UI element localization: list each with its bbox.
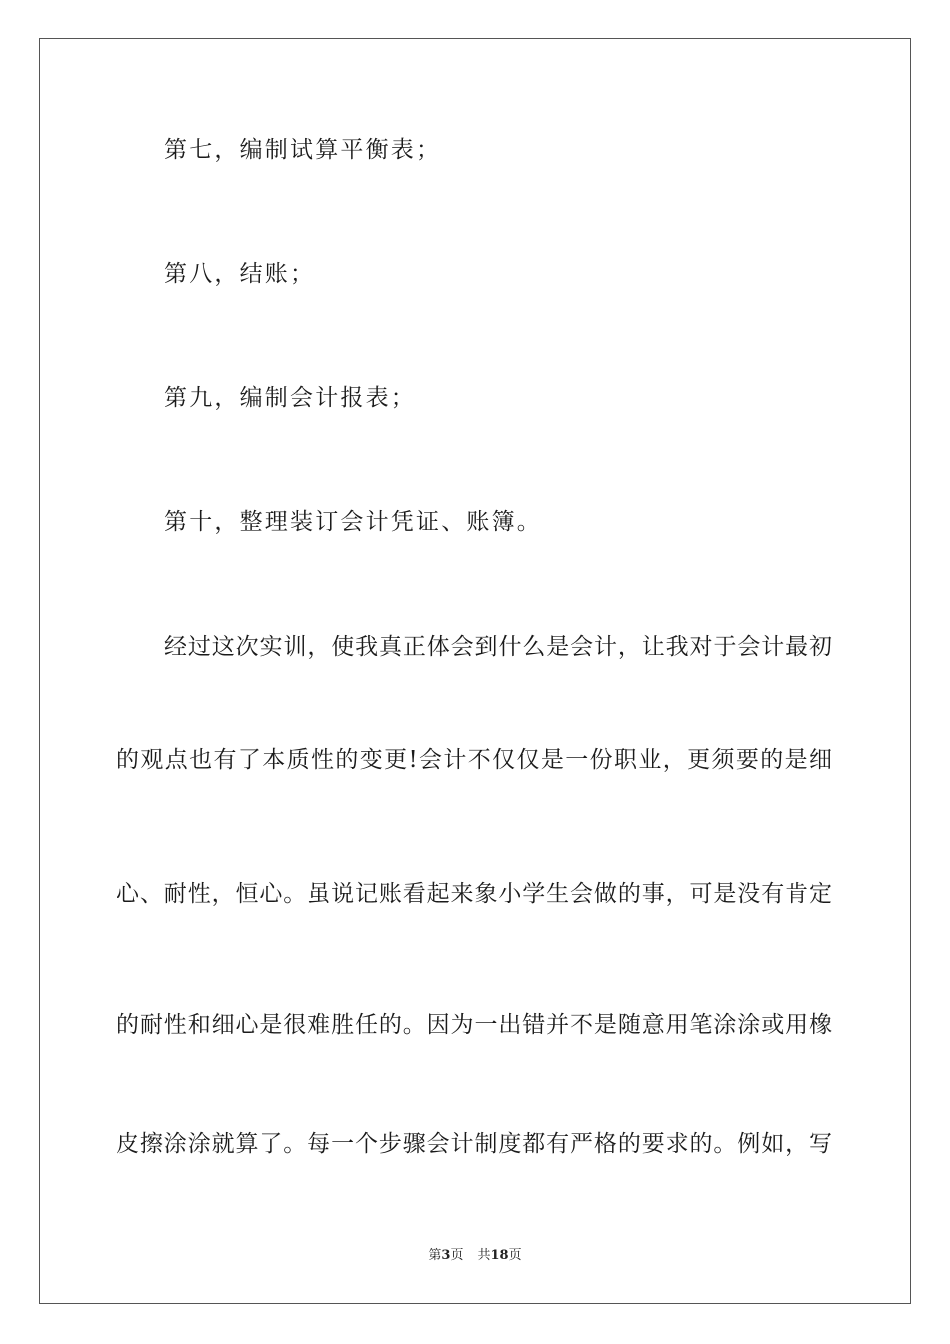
paragraph-line: 第八，结账； xyxy=(164,261,316,287)
page-border xyxy=(39,38,911,1304)
page-label-prefix: 第 xyxy=(428,1248,442,1263)
total-label-prefix: 共 xyxy=(477,1248,491,1263)
page-number: 3 xyxy=(441,1248,451,1263)
paragraph-line: 的观点也有了本质性的变更!会计不仅仅是一份职业，更须要的是细 xyxy=(116,747,832,773)
paragraph-line: 第十，整理装订会计凭证、账簿。 xyxy=(164,509,542,535)
paragraph-line: 心、耐性，恒心。虽说记账看起来象小学生会做的事，可是没有肯定 xyxy=(116,881,832,907)
total-pages: 18 xyxy=(490,1248,509,1263)
total-label-suffix: 页 xyxy=(508,1248,522,1263)
paragraph-line: 的耐性和细心是很难胜任的。因为一出错并不是随意用笔涂涂或用橡 xyxy=(116,1012,832,1038)
page-footer xyxy=(0,1247,950,1265)
paragraph-line: 皮擦涂涂就算了。每一个步骤会计制度都有严格的要求的。例如，写 xyxy=(116,1131,832,1157)
paragraph-line: 第七，编制试算平衡表； xyxy=(164,137,442,163)
page-label-suffix: 页 xyxy=(450,1248,464,1263)
paragraph-line: 第九，编制会计报表； xyxy=(164,385,416,411)
paragraph-line: 经过这次实训，使我真正体会到什么是会计，让我对于会计最初 xyxy=(164,634,832,660)
